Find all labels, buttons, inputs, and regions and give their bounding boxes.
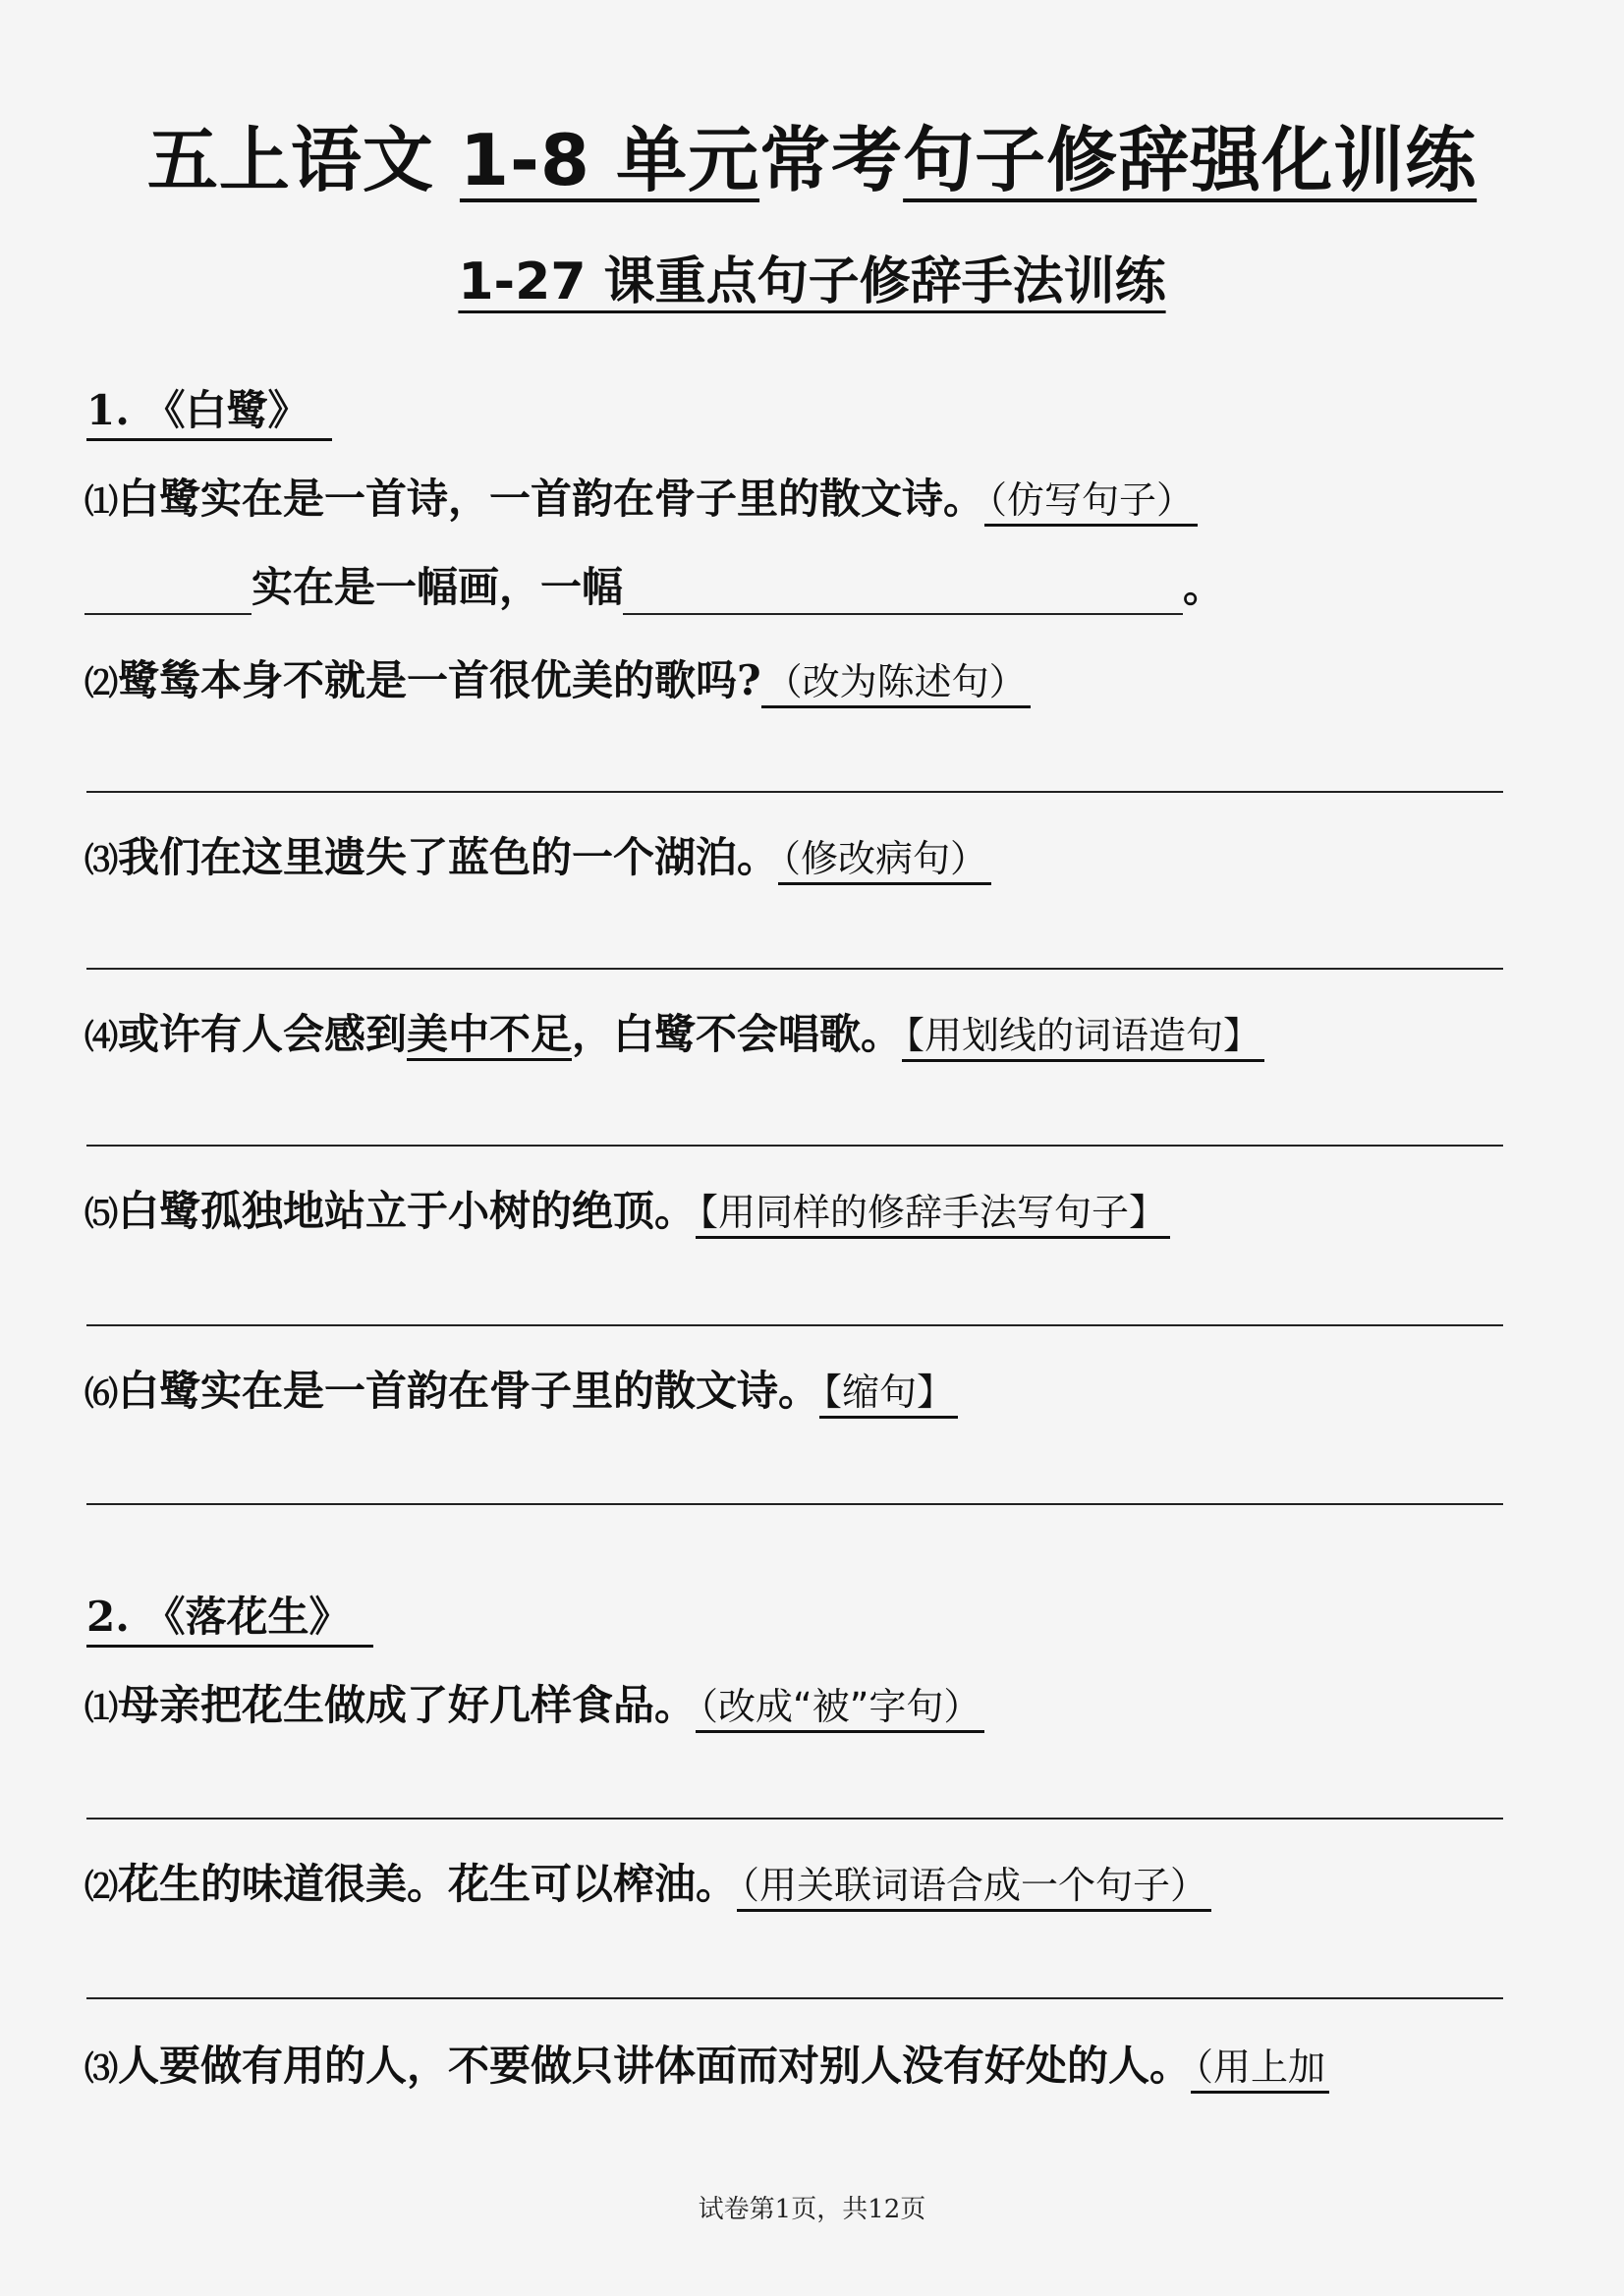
question-number: ⑹	[84, 1374, 118, 1414]
underlined-word: 美中不足	[407, 1010, 572, 1061]
page-subtitle	[0, 248, 1624, 316]
question-1-1	[84, 472, 1198, 530]
question-text: 鹭鸶本身不就是一首很优美的歌吗?	[118, 656, 761, 704]
question-2-3	[84, 2039, 1329, 2097]
answer-line[interactable]	[86, 1324, 1503, 1326]
title-part2: 1-8 单元	[459, 119, 760, 201]
answer-line[interactable]	[86, 1997, 1503, 1999]
answer-blank[interactable]	[623, 574, 1183, 615]
question-number: ⑵	[84, 1868, 118, 1907]
question-number: ⑷	[84, 1018, 118, 1057]
question-number: ⑴	[84, 1689, 118, 1728]
fill-text: 实在是一幅画，一幅	[252, 563, 624, 611]
section-heading-1: 1. 《白鹭》	[86, 383, 332, 441]
fill-in-line	[84, 560, 1224, 615]
question-text: 或许有人会感到	[118, 1010, 408, 1058]
question-1-6	[84, 1364, 958, 1422]
subtitle-text: 1-27 课重点句子修辞手法训练	[458, 252, 1166, 311]
question-1-4	[84, 1007, 1264, 1065]
question-number: ⑶	[84, 2049, 118, 2089]
question-text: 人要做有用的人，不要做只讲体面而对别人没有好处的人。	[118, 2042, 1192, 2090]
page-footer: 试卷第1页，共12页	[698, 2195, 926, 2224]
question-number: ⑴	[84, 482, 118, 522]
question-instruction: 【缩句】	[819, 1371, 958, 1419]
question-1-3	[84, 830, 991, 888]
question-number: ⑵	[84, 664, 118, 703]
question-2-1	[84, 1678, 984, 1736]
question-instruction: （改为陈述句）	[761, 660, 1031, 708]
fill-end: 。	[1183, 563, 1225, 611]
section-heading-2: 2. 《落花生》	[86, 1590, 373, 1648]
question-text: 白鹭实在是一首韵在骨子里的散文诗。	[118, 1367, 820, 1415]
answer-blank[interactable]	[84, 574, 252, 615]
answer-line[interactable]	[86, 1145, 1503, 1147]
question-1-5	[84, 1184, 1170, 1242]
question-text: 花生的味道很美。花生可以榨油。	[118, 1860, 738, 1908]
title-part4: 句子修辞强化训练	[903, 119, 1478, 201]
question-1-2	[84, 653, 1031, 711]
question-instruction: （用上加	[1191, 2045, 1329, 2094]
answer-line[interactable]	[86, 968, 1503, 970]
question-text: ，白鹭不会唱歌。	[572, 1010, 903, 1058]
page-title	[0, 116, 1624, 204]
question-text: 母亲把花生做成了好几样食品。	[118, 1681, 697, 1729]
question-instruction: （仿写句子）	[984, 478, 1198, 527]
question-text: 白鹭实在是一首诗，一首韵在骨子里的散文诗。	[118, 475, 985, 523]
title-part1: 五上语文	[146, 119, 460, 201]
title-part3: 常考	[759, 119, 904, 201]
question-text: 我们在这里遗失了蓝色的一个湖泊。	[118, 833, 779, 881]
question-instruction: 【用同样的修辞手法写句子】	[696, 1191, 1170, 1239]
question-instruction: 【用划线的词语造句】	[902, 1014, 1264, 1062]
question-instruction: （改成“被”字句）	[696, 1685, 984, 1733]
answer-line[interactable]	[86, 791, 1503, 793]
question-number: ⑸	[84, 1195, 118, 1234]
question-2-2	[84, 1857, 1211, 1915]
answer-line[interactable]	[86, 1818, 1503, 1820]
question-text: 白鹭孤独地站立于小树的绝顶。	[118, 1187, 697, 1235]
question-instruction: （修改病句）	[778, 837, 991, 885]
question-instruction: （用关联词语合成一个句子）	[737, 1864, 1211, 1912]
question-number: ⑶	[84, 841, 118, 880]
answer-line[interactable]	[86, 1503, 1503, 1505]
